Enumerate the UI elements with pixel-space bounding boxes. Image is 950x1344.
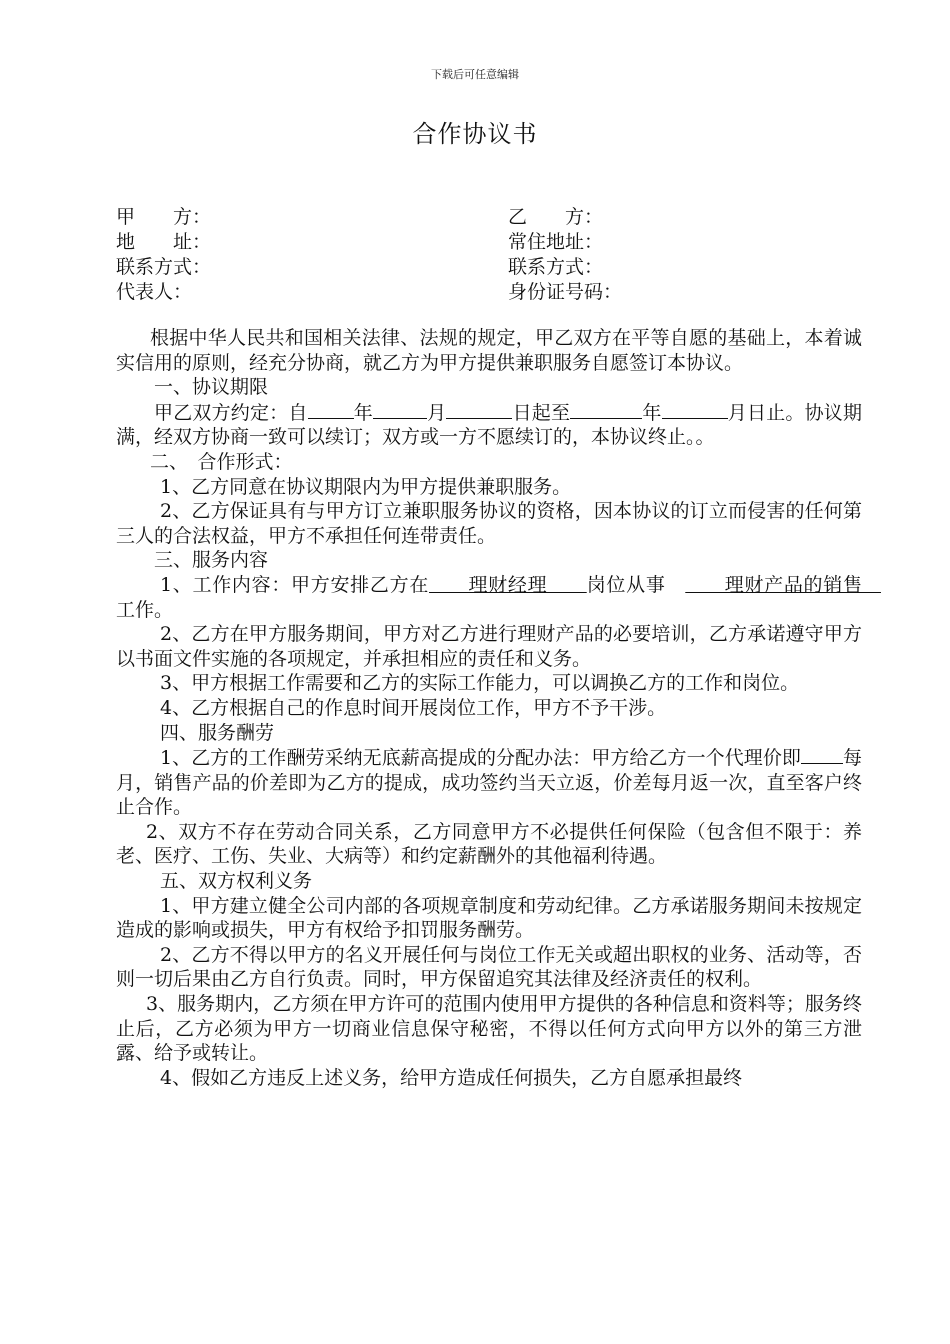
section-heading-pay: 四、服务酬劳	[160, 721, 275, 744]
form-item-2: 2、乙方保证具有与甲方订立兼职服务协议的资格，因本协议的订立而侵害的任何第三人的合法权益，甲方不承担任何连带责任。	[116, 500, 862, 547]
section-heading-service: 三、服务内容	[154, 549, 269, 572]
term-paragraph	[116, 400, 862, 450]
pay-item-1-text: 1、乙方的工作酬劳采纳无底薪高提成的分配办法：甲方给乙方一个代理价即	[160, 747, 801, 770]
day-label: 日起至	[512, 401, 571, 424]
party-a-label: 甲 方：	[116, 206, 212, 228]
work-content-value: 理财产品的销售	[685, 573, 881, 596]
year-label-end: 年	[642, 401, 662, 424]
id-number-label: 身份证号码：	[508, 281, 623, 303]
document-title: 合作协议书	[412, 120, 538, 148]
parties-block	[116, 205, 876, 305]
service-item-1-end: 工作。	[116, 598, 174, 621]
section-heading-form: 二、 合作形式：	[150, 450, 293, 473]
contact-row	[116, 255, 876, 280]
rights-item-1: 1、甲方建立健全公司内部的各项规章制度和劳动纪律。乙方承诺服务期间未按规定造成的影响或损失，甲方有权给予扣罚服务酬劳。	[116, 894, 862, 942]
address-row	[116, 230, 876, 255]
month-label: 月	[426, 401, 447, 424]
service-item-4: 4、乙方根据自己的作息时间开展岗位工作，甲方不予干涉。	[160, 696, 667, 719]
service-item-3: 3、甲方根据工作需要和乙方的实际工作能力，可以调换乙方的工作和岗位。	[160, 672, 800, 695]
representative-label: 代表人：	[116, 281, 193, 303]
blank-end-month	[662, 400, 728, 419]
blank-start-month	[373, 400, 427, 419]
pay-item-1-end: 每月，销售产品的价差即为乙方的提成，成功签约当天立返，价差每月返一次，直至客户终止合作。	[116, 747, 862, 819]
blank-start-day	[446, 400, 512, 419]
month-label-end: 月	[727, 401, 747, 424]
position-value: 理财经理	[429, 573, 587, 596]
contact-b-label: 联系方式：	[508, 256, 604, 278]
blank-agent-price	[801, 745, 843, 764]
header-note: 下载后可任意编辑	[431, 68, 519, 81]
address-b-label: 常住地址：	[508, 231, 604, 253]
address-a-label: 地 址：	[116, 231, 212, 253]
form-item-1: 1、乙方同意在协议期限内为甲方提供兼职服务。	[160, 475, 572, 498]
rep-row	[116, 280, 876, 305]
pay-item-1	[116, 745, 862, 820]
service-item-1-text: 1、工作内容：甲方安排乙方在	[160, 573, 430, 596]
section-heading-term: 一、协议期限	[154, 376, 269, 399]
year-label: 年	[353, 401, 373, 424]
service-item-2: 2、乙方在甲方服务期间，甲方对乙方进行理财产品的必要培训，乙方承诺遵守甲方以书面文件实施的各项规定，并承担相应的责任和义务。	[116, 623, 862, 670]
party-row	[116, 205, 876, 230]
intro-paragraph: 根据中华人民共和国相关法律、法规的规定，甲乙双方在平等自愿的基础上，本着诚实信用的原则，经充分协商，就乙方为甲方提供兼职服务自愿签订本协议。	[116, 327, 862, 374]
blank-start-year	[308, 400, 354, 419]
pay-item-2: 2、双方不存在劳动合同关系，乙方同意甲方不必提供任何保险（包含但不限于：养老、医疗、工伤、失业、大病等）和约定薪酬外的其他福利待遇。	[116, 820, 862, 868]
service-item-1	[116, 573, 881, 622]
rights-item-2: 2、乙方不得以甲方的名义开展任何与岗位工作无关或超出职权的业务、活动等，否则一切后果由乙方自行负责。同时，甲方保留追究其法律及经济责任的权利。	[116, 943, 862, 991]
rights-item-3: 3、服务期内，乙方须在甲方许可的范围内使用甲方提供的各种信息和资料等；服务终止后，乙方必须为甲方一切商业信息保守秘密，不得以任何方式向甲方以外的第三方泄露、给予或转让。	[116, 993, 862, 1065]
term-text-start: 甲乙双方约定：自	[154, 401, 308, 424]
contact-a-label: 联系方式：	[116, 256, 212, 278]
agreement-body	[116, 326, 881, 1090]
section-heading-rights: 五、双方权利义务	[160, 870, 313, 893]
blank-end-year	[570, 400, 642, 419]
party-b-label: 乙 方：	[508, 206, 604, 228]
rights-item-4: 4、假如乙方违反上述义务，给甲方造成任何损失，乙方自愿承担最终	[160, 1066, 743, 1089]
service-item-1-mid: 岗位从事	[586, 573, 666, 596]
term-text-end: 日止。协议期满，经双方协商一致可以续订；双方或一方不愿续订的，本协议终止。。	[116, 401, 862, 449]
